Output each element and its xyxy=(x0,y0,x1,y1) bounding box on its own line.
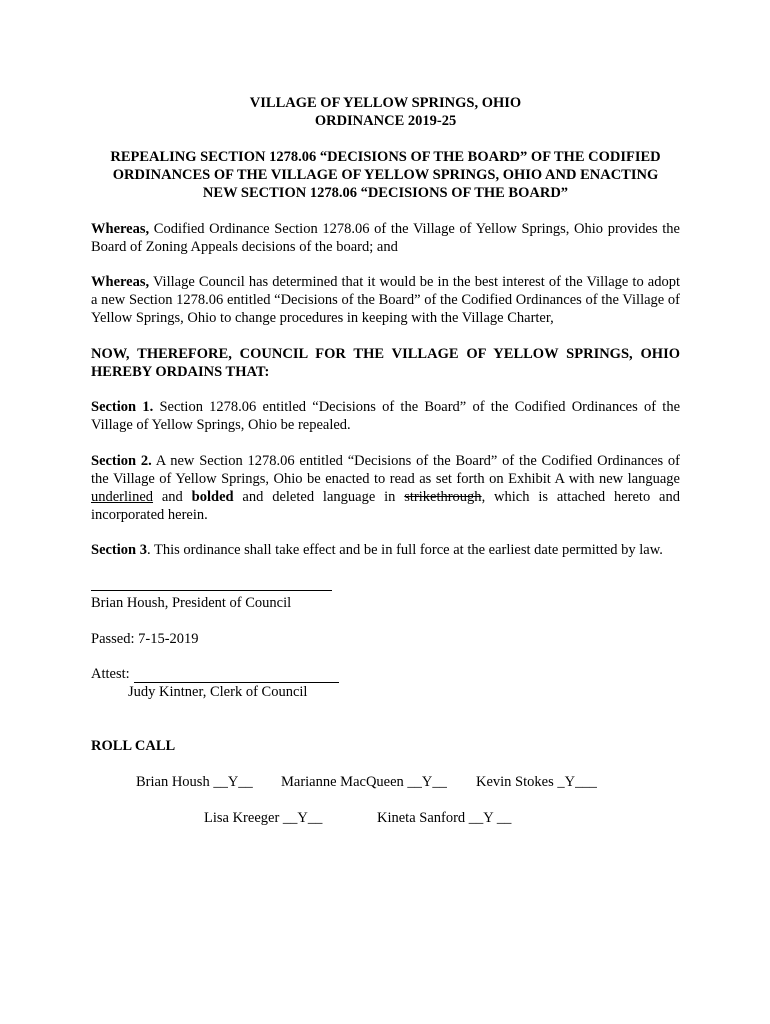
section-lead: Section 3 xyxy=(91,542,147,558)
roll-call-vote: Kineta Sanford __Y __ xyxy=(377,810,512,826)
attest-row xyxy=(91,665,339,683)
strikethrough-example: strikethrough xyxy=(404,489,482,505)
section-lead: Section 1. xyxy=(91,399,154,415)
section-text: . This ordinance shall take effect and be in full force at the earliest date permitted by law. xyxy=(146,542,663,558)
section-text: Section 1278.06 entitled “Decisions of the Board” of the Codified Ordinances of the Village of Yellow Springs, Ohio be repealed. xyxy=(91,399,680,433)
section-text: and xyxy=(153,489,192,505)
whereas-text: Codified Ordinance Section 1278.06 of the Village of Yellow Springs, Ohio provides the Board of Zoning Appeals decisions of the board; and xyxy=(91,221,680,255)
section-3 xyxy=(91,541,680,559)
section-1 xyxy=(91,398,680,434)
roll-call-vote: Kevin Stokes _Y___ xyxy=(476,774,597,790)
whereas-lead: Whereas, xyxy=(91,221,150,237)
roll-call-vote: Marianne MacQueen __Y__ xyxy=(281,774,447,790)
roll-call-vote: Lisa Kreeger __Y__ xyxy=(204,810,323,826)
section-text: and deleted language in xyxy=(233,489,405,505)
roll-call-heading: ROLL CALL xyxy=(91,738,176,754)
section-text: , which is attached hereto and incorporated herein. xyxy=(91,489,680,523)
header-ordinance-number: ORDINANCE 2019-25 xyxy=(314,113,457,129)
president-signature-line xyxy=(91,590,332,591)
title-line-2: ORDINANCES OF THE VILLAGE OF YELLOW SPRINGS, OHIO AND ENACTING xyxy=(112,167,659,183)
title-line-1: REPEALING SECTION 1278.06 “DECISIONS OF THE BOARD” OF THE CODIFIED xyxy=(110,149,661,165)
title-line-3: NEW SECTION 1278.06 “DECISIONS OF THE BOARD” xyxy=(202,185,569,201)
clerk-name: Judy Kintner, Clerk of Council xyxy=(128,684,308,700)
whereas-paragraph-1 xyxy=(91,220,680,256)
underlined-example: underlined xyxy=(91,489,154,505)
bolded-example: bolded xyxy=(191,489,234,505)
president-name: Brian Housh, President of Council xyxy=(91,595,292,611)
ordains-clause: NOW, THEREFORE, COUNCIL FOR THE VILLAGE OF YELLOW SPRINGS, OHIO HEREBY ORDAINS THAT: xyxy=(91,346,680,380)
section-text: A new Section 1278.06 entitled “Decisions of the Board” of the Codified Ordinances of the Village of Yellow Springs, Ohio be enacted to read as set forth on Exhibit A with new language xyxy=(91,453,680,487)
whereas-paragraph-2 xyxy=(91,273,680,327)
section-2 xyxy=(91,452,680,524)
section-lead: Section 2. xyxy=(91,453,152,469)
whereas-text: Village Council has determined that it would be in the best interest of the Village to adopt a new Section 1278.06 entitled “Decisions of the Board” of the Codified Ordinances of the Village of Yellow Springs, Ohio to change procedures in keeping with the Village Charter, xyxy=(91,274,680,326)
roll-call-vote: Brian Housh __Y__ xyxy=(136,774,253,790)
header-village: VILLAGE OF YELLOW SPRINGS, OHIO xyxy=(249,95,522,111)
attest-label: Attest: xyxy=(91,666,130,682)
passed-date: Passed: 7-15-2019 xyxy=(91,631,199,647)
whereas-lead: Whereas, xyxy=(91,274,150,290)
attest-signature-line xyxy=(134,668,339,683)
